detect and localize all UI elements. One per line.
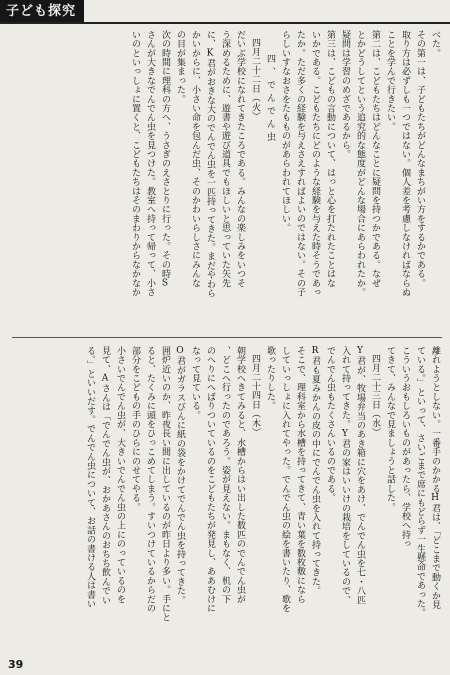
date-line: 四月二十二日（火） — [250, 38, 260, 121]
section-heading: 四、でんでん虫 — [265, 54, 275, 145]
text-column: 第二は、こどもたちはどんなことに疑問を持つかである。なぜ — [370, 30, 380, 288]
tier-divider — [12, 337, 442, 338]
date-line: 四月二十三日（水） — [370, 354, 380, 437]
text-column: 次の時間に理科の方へ、うさぎのえさとりに行った。その時S — [160, 30, 170, 289]
text-column: てきて、みんなで見ましょうと話した。 — [385, 346, 395, 512]
text-column: でんでん虫もたくさんいるのである。 — [325, 346, 335, 503]
text-column: R君も夏みかんの皮の中にでんでん虫を入れて持ってきた。 — [310, 346, 320, 596]
text-column: ると、たくみに頭をひっこめてしまう。すいつけているからだの — [145, 346, 155, 613]
section-header — [0, 0, 84, 22]
text-column: その第一は、子どもたちがどんなまちがい方をするかである。 — [415, 30, 425, 288]
text-column: 部分をこどもの手のひらにのせてやる。 — [130, 346, 140, 512]
text-column: 取り方は必ずしも一つではない。個人差を考慮しなければならぬ — [400, 30, 410, 297]
text-column: 第三は、こどもの言動について、はっと心を打たれたことはな — [325, 30, 335, 288]
text-tier-top — [12, 30, 442, 330]
text-column: ことを学んで行きたい。 — [385, 30, 395, 132]
text-column: の目が集まった。 — [175, 30, 185, 104]
text-column: かいからに、小さい命を包んだ虫、そのかわいらしさにみんな — [190, 30, 200, 288]
text-column: いかである。こどもたちにどのような経験を与えた時そうであっ — [310, 30, 320, 297]
text-column: 囲炉近いのか、昨夜長い間に出しているのが昨日より多い。手にと — [160, 346, 170, 622]
text-tier-bottom — [12, 346, 442, 646]
text-column: なって見ている。 — [190, 346, 200, 420]
section-title: 子ども探究 — [0, 0, 84, 22]
text-column: とかどうしてという追究的な態度がどんな場合にあらわれたか。 — [355, 30, 365, 297]
text-column: だいぶ学校になれてきたころである。みんなの楽しみをいつそ — [235, 30, 245, 288]
page-number: 39 — [8, 658, 24, 671]
date-line: 四月二十四日（木） — [250, 354, 260, 437]
text-column: に、K君がおきな大のでんでん虫を一匹持ってきた。まだやわら — [205, 30, 215, 298]
text-column: 見て、Aさんは「でんでん虫が、おかあさんのおちち飲んでい — [100, 346, 110, 605]
text-column: う深めるために、遊書や遊び道具でもほしいと思っていた矢先 — [220, 30, 230, 288]
text-column: たか。ただ多くの経験を与えさえすればよいのではない。その子 — [295, 30, 305, 297]
text-column: 歌ったりした。 — [265, 346, 275, 411]
text-column: O君がガラスびんに紙の袋をかけてでんでん虫を持ってきた。 — [175, 346, 185, 605]
text-column: こういうおもしろいものがあったら、学校へ持っ — [400, 346, 410, 549]
text-column: Y君が、牧場弁当のあき箱に穴をあけ、でんでん虫を七・八匹 — [355, 346, 365, 605]
text-column: 離れようとしない。一番手のかかるH君は、「どこまで動くか見 — [430, 346, 440, 610]
header-rule — [0, 22, 450, 24]
text-column: 小さいでんでん虫が、大きいでんでん虫の上にのっているのを — [115, 346, 125, 604]
text-column: る。」といいだす。でんでん虫について、お話の書ける人は書い — [85, 346, 95, 609]
text-column: 朝学校へきてみると、水槽からはい出した数匹のでんでん虫が — [235, 346, 245, 604]
text-column: 、どこへ行ったのであろう。姿が見えない。まもなく、机の下 — [220, 346, 230, 604]
text-column: 疑問は学習のめざであるから。 — [340, 30, 350, 159]
text-column: ている。」といって、さいごまで席にもどらず一生懸命であった。 — [415, 346, 425, 618]
text-column: そこで、理科室から水槽を持ってきて、青い葉を数枚敷になら — [295, 346, 305, 604]
text-column: いのといっしょに置くと、こどもたちはそのまわりからなかなか — [130, 30, 140, 297]
text-column: していっしょに入れてやった。でんでん虫の絵を書いたり、歌を — [280, 346, 290, 613]
text-column: べた。 — [430, 30, 440, 58]
text-column: 入れて持ってきた。Y君の家はいいけの栽培をしているので、 — [340, 346, 350, 605]
text-column: のへりにへばりついているのをこどもたちが発見し、ああむけに — [205, 346, 215, 613]
text-column: さんが大きなでんでん虫を見つけた。教室へ持って帰って、小さ — [145, 30, 155, 297]
text-column: らしいすなおさをたもものがあらわれてほしい。 — [280, 30, 290, 233]
